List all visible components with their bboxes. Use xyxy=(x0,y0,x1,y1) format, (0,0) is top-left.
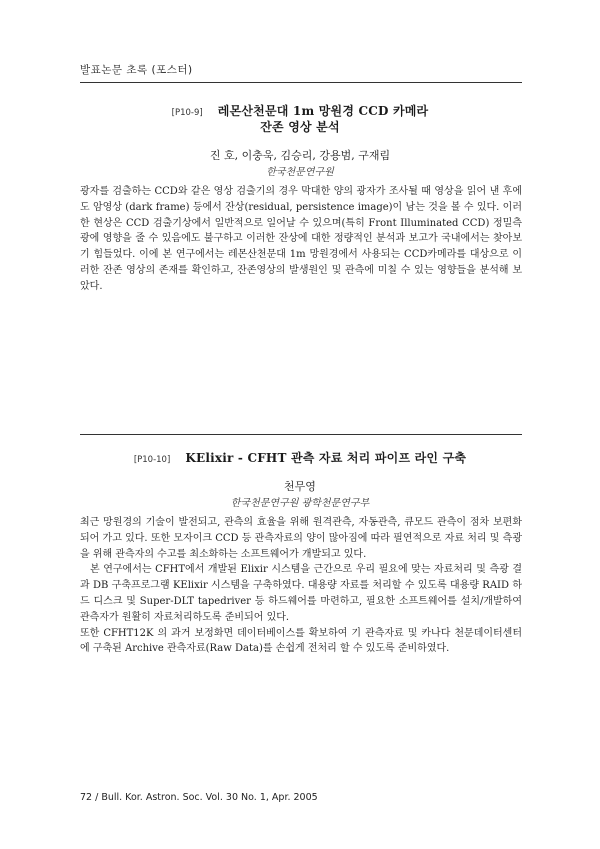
abstract-1-paragraph: 광자를 검출하는 CCD와 같은 영상 검출기의 경우 막대한 양의 광자가 조사될 때 영상을 읽어 낸 후에도 암영상 (dark frame) 등에서 잔상(residual, persistence image)이 남는 것을 볼 수 있다. 이러한 현상은 CCD 검출기상에서 일반적으로 일어날 수 있으며(특히 Front Illuminated CCD) 정밀측광에 영향을 줄 수 있음에도 불구하고 이러한 잔상에 대한 정량적인 분석과 보고가 국내에서는 찾아보기 힘들었다. 이에 본 연구에서는 레몬산천문대 1m 망원경에서 사용되는 CCD카메라를 대상으로 이러한 잔존 영상의 존재를 확인하고, 잔존영상의 발생원인 및 관측에 미칠 수 있는 영향들을 분석해 보았다. xyxy=(80,186,522,292)
abstract-2-paragraph-2: 본 연구에서는 CFHT에서 개발된 Elixir 시스템을 근간으로 우리 필요에 맞는 자료처리 및 측광 결과 DB 구축프로그램 KElixir 시스템을 구축하였다. 대용량 자료를 처리할 수 있도록 대용량 RAID 하드 디스크 및 Super-DLT tapedriver 등 하드웨어를 마련하고, 필요한 소프트웨어를 설치/개발하여 관측자가 원활히 자료처리하도록 준비되어 있다. xyxy=(80,564,522,623)
abstract-2-title xyxy=(80,447,520,466)
abstract-2-paragraph-3: 또한 CFHT12K 의 과거 보정화면 데이터베이스를 확보하여 기 관측자료 및 카나다 천문데이터센터에 구축된 Archive 관측자료(Raw Data)를 손쉽게 전처리 할 수 있도록 준비하였다. xyxy=(80,627,522,655)
footer-citation: 72 / Bull. Kor. Astron. Soc. Vol. 30 No. 1, Apr. 2005 xyxy=(80,792,318,803)
abstract-2-paragraph-1: 최근 망원경의 기술이 발전되고, 관측의 효율을 위해 원격관측, 자동관측, 큐모드 관측이 점차 보편화 되어 가고 있다. 또한 모자이크 CCD 등 관측자료의 양이 많아짐에 따라 필연적으로 자료 처리 및 측광을 위해 관측자의 수고를 최소화하는 소프트웨어가 개발되고 있다. xyxy=(80,517,522,560)
abstract-2-code: [P10-10] xyxy=(133,455,171,465)
abstract-1-authors: 진 호, 이충욱, 김승리, 강용범, 구재림 xyxy=(209,149,391,162)
abstract-2-body xyxy=(80,515,522,657)
abstract-1-body xyxy=(80,184,522,295)
abstract-2-affiliation: 한국천문연구원 광학천문연구부 xyxy=(230,498,370,509)
abstract-2-authors: 천무영 xyxy=(284,480,316,493)
abstract-1-title-line2: 잔존 영상 분석 xyxy=(260,120,340,134)
section-label: 발표논문 초록 (포스터) xyxy=(80,64,193,76)
abstract-2-title-line1: KElixir - CFHT 관측 자료 처리 파이프 라인 구축 xyxy=(185,451,467,465)
abstract-1-title xyxy=(80,100,520,119)
header-rule xyxy=(80,82,522,83)
abstract-1-affiliation: 한국천문연구원 xyxy=(266,167,334,178)
abstract-1-code: [P10-9] xyxy=(171,108,203,118)
abstract-1-title-line1: 레몬산천문대 1m 망원경 CCD 카메라 xyxy=(217,104,429,118)
divider-rule xyxy=(80,434,522,435)
